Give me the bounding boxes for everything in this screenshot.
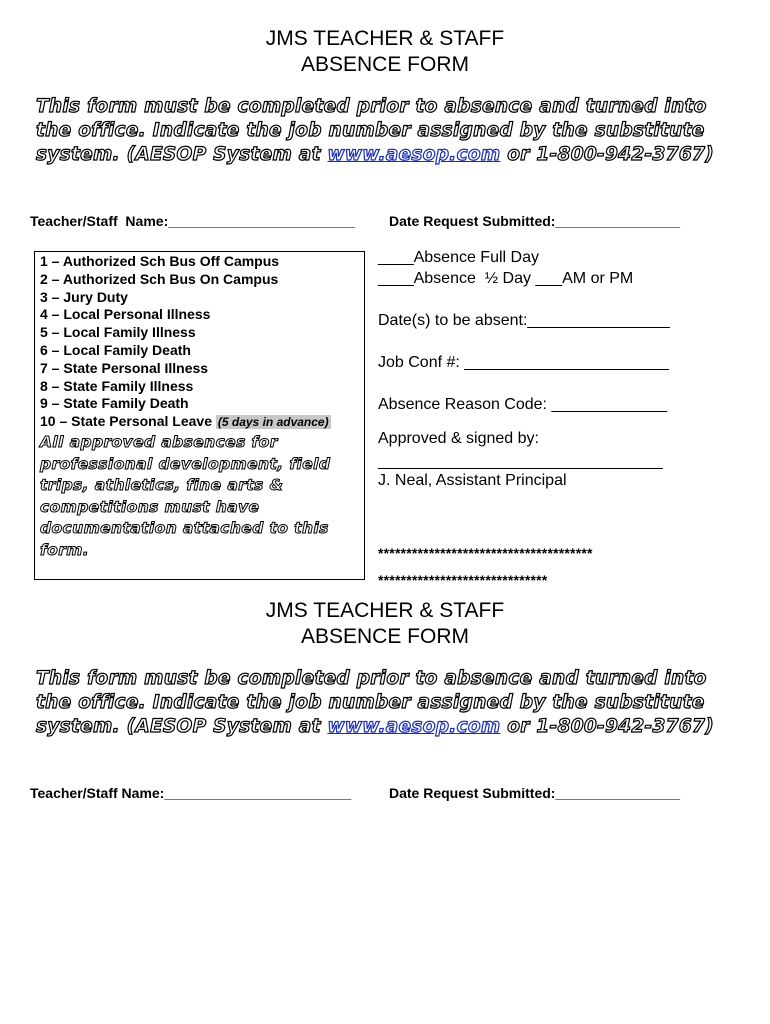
signer-name: J. Neal, Assistant Principal — [378, 472, 567, 489]
reason-item: 7 – State Personal Illness — [40, 359, 209, 376]
absence-full-day-field[interactable]: ____Absence Full Day — [378, 249, 539, 266]
signature-line[interactable]: ________________________________ — [378, 453, 663, 470]
form1-title — [0, 26, 770, 78]
job-conf-field[interactable]: Job Conf #: _______________________ — [378, 354, 669, 371]
form2-title-line1: JMS TEACHER & STAFF — [265, 599, 505, 622]
form2-title — [0, 598, 770, 650]
reason-item: 8 – State Family Illness — [40, 377, 194, 394]
form2-date-submitted-field[interactable]: Date Request Submitted:________________ — [389, 785, 681, 801]
advance-notice-badge: (5 days in advance) — [217, 415, 329, 430]
form1-instructions-tail: or 1-800-942-3767) — [500, 144, 714, 165]
reason-code-field[interactable]: Absence Reason Code: _____________ — [378, 396, 668, 413]
reason-item: 9 – State Family Death — [40, 395, 189, 412]
reason-item-label: 10 – State Personal Leave — [40, 413, 216, 430]
reason-item: 4 – Local Personal Illness — [40, 306, 211, 323]
form1-date-submitted-field[interactable]: Date Request Submitted:________________ — [389, 213, 681, 229]
form2-title-line2: ABSENCE FORM — [300, 625, 470, 648]
form2-instructions-tail: or 1-800-942-3767) — [500, 716, 714, 737]
form2-aesop-link[interactable]: www.aesop.com — [327, 716, 501, 737]
form1-title-line1: JMS TEACHER & STAFF — [265, 27, 505, 50]
reason-item-personal-leave — [40, 413, 331, 432]
reason-codes-list — [40, 253, 331, 432]
form2-instructions — [36, 667, 736, 739]
reason-item: 6 – Local Family Death — [40, 341, 191, 358]
dates-absent-field[interactable]: Date(s) to be absent:________________ — [378, 312, 670, 329]
form1-name-field[interactable]: Teacher/Staff Name:________________________ — [30, 213, 356, 229]
separator-stars: ****************************** — [378, 572, 548, 588]
reason-item: 3 – Jury Duty — [40, 288, 128, 305]
form1-instructions — [36, 95, 736, 167]
absence-half-day-field[interactable]: ____Absence ½ Day ___AM or PM — [378, 270, 634, 287]
approved-label: Approved & signed by: — [378, 430, 539, 447]
reason-item: 2 – Authorized Sch Bus On Campus — [40, 270, 279, 287]
reason-item: 1 – Authorized Sch Bus Off Campus — [40, 253, 280, 269]
separator-stars: ************************************** — [378, 545, 593, 561]
form2-instructions-text: This form must be completed prior to absence and turned into the office. Indicate the job number assigned by the substitute system. (AESOP System at — [36, 668, 707, 737]
form1-aesop-link[interactable]: www.aesop.com — [327, 144, 501, 165]
form2-name-field[interactable]: Teacher/Staff Name:________________________ — [30, 785, 352, 801]
documentation-note: All approved absences for professional development, field trips, athletics, fine arts & competitions must have documentation attached to this form. — [40, 433, 331, 559]
form1-instructions-text: This form must be completed prior to absence and turned into the office. Indicate the job number assigned by the substitute system. (AESOP System at — [36, 96, 707, 165]
form1-title-line2: ABSENCE FORM — [300, 53, 470, 76]
reason-item: 5 – Local Family Illness — [40, 324, 196, 341]
